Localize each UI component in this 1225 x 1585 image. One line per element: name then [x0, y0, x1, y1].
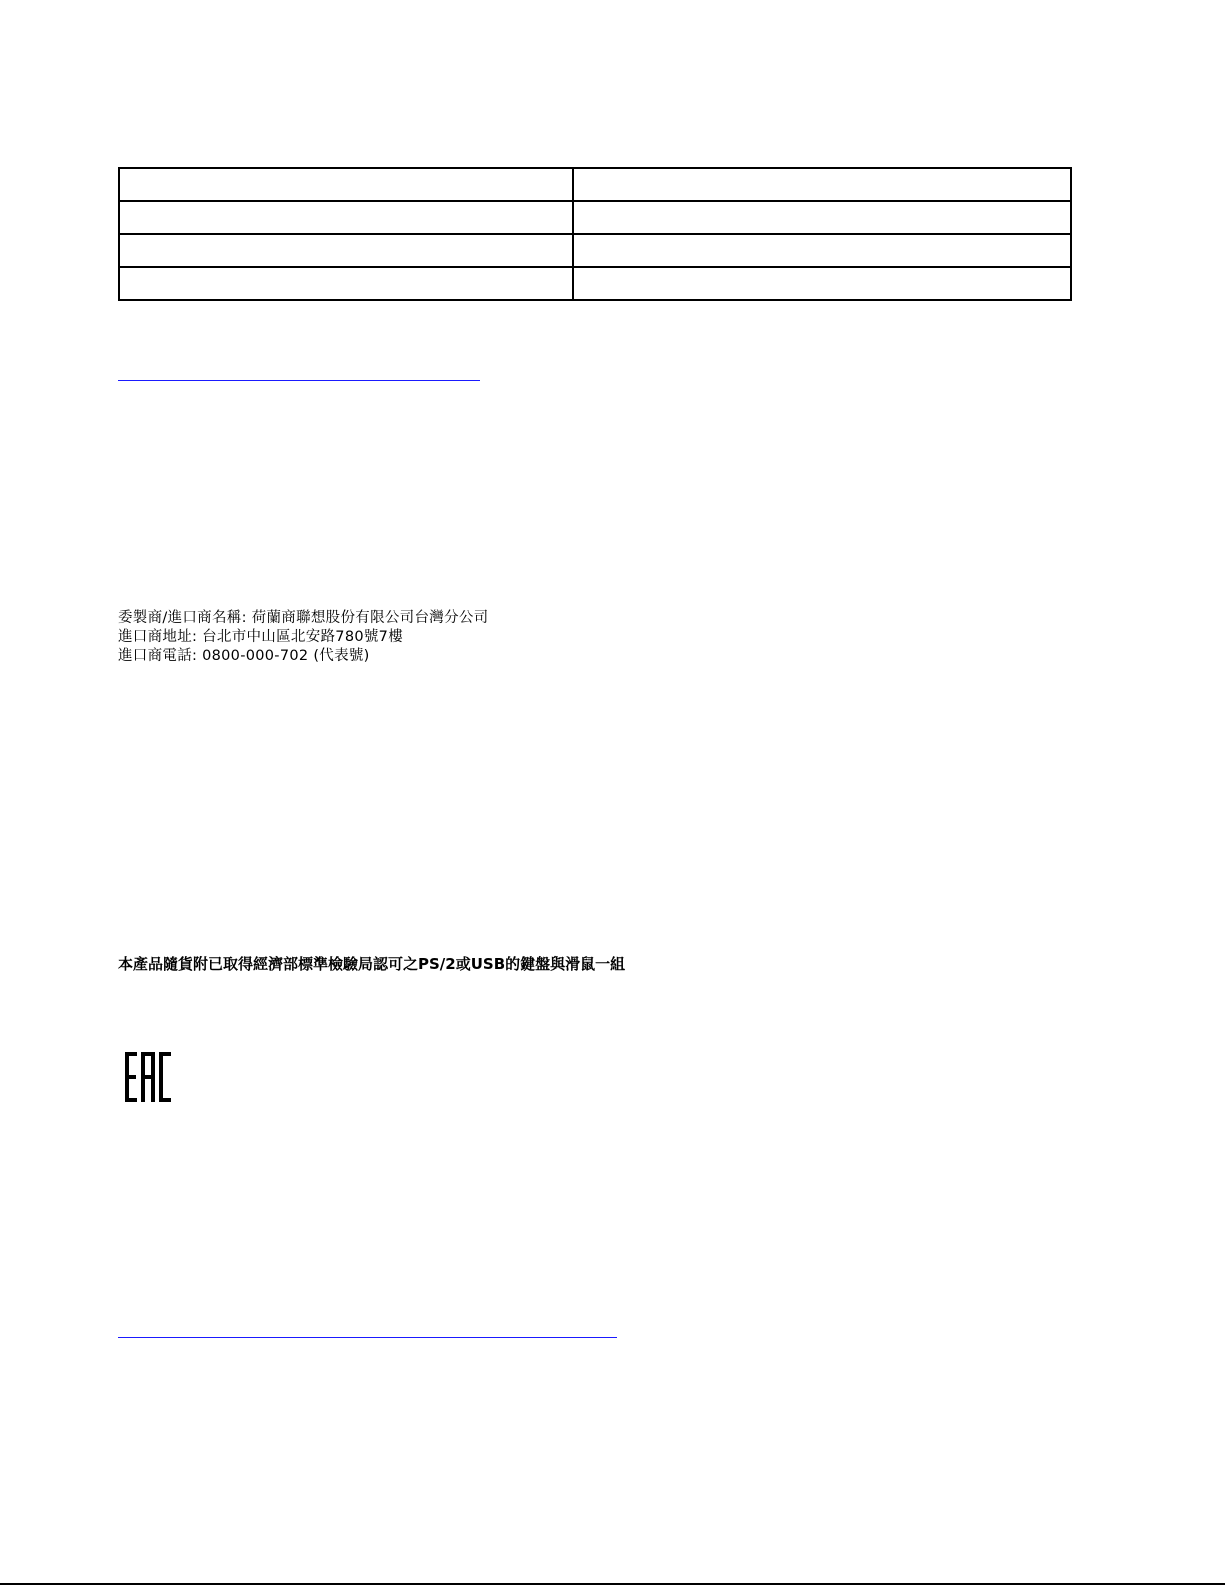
importer-info [118, 609, 488, 666]
importer-phone: 進口商電話: 0800-000-702 (代表號) [118, 648, 370, 664]
table-row [119, 267, 1071, 300]
table-cell [119, 168, 573, 201]
hyperlink-underline[interactable] [118, 380, 480, 381]
table-cell [573, 168, 1071, 201]
hyperlink-underline[interactable] [118, 1337, 617, 1338]
table-cell [119, 267, 573, 300]
table-cell [119, 201, 573, 234]
table-row [119, 168, 1071, 201]
importer-name: 委製商/進口商名稱: 荷蘭商聯想股份有限公司台灣分公司 [118, 610, 489, 626]
table-row [119, 234, 1071, 267]
table-cell [573, 234, 1071, 267]
eac-logo-icon [123, 1052, 171, 1102]
table-row [119, 201, 1071, 234]
importer-address: 進口商地址: 台北市中山區北安路780號7樓 [118, 629, 403, 645]
keyboard-mouse-notice: 本產品隨貨附已取得經濟部標準檢驗局認可之PS/2或USB的鍵盤與滑鼠一組 [118, 955, 626, 973]
table-cell [119, 234, 573, 267]
table-cell [573, 201, 1071, 234]
table-cell [573, 267, 1071, 300]
blank-table [118, 167, 1072, 301]
